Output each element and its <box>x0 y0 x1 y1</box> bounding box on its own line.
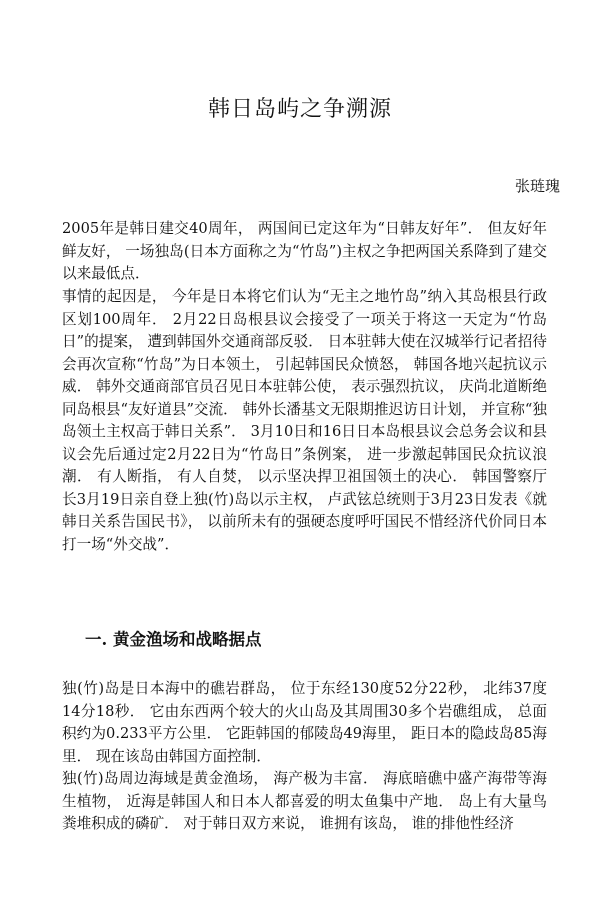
intro-paragraph-1: 2005年是韩日建交40周年， 两国间已定这年为“日韩友好年”． 但友好年鲜友好， 一场独岛(日本方面称之为“竹岛”)主权之争把两国关系降到了建交以来最低点． <box>62 220 547 282</box>
intro-paragraph-2: 事情的起因是， 今年是日本将它们认为“无主之地竹岛”纳入其岛根县行政区划100周年． 2月22日岛根县议会接受了一项关于将这一天定为“竹岛日”的提案， 遭到韩国外交通商部反驳． 日本驻韩大使在汉城举行记者招待会再次宣称“竹岛”为日本领土， 引起韩国民众愤怒， 韩国各地兴起抗议示威． 韩外交通商部官员召见日本驻韩公使， 表示强烈抗议， 庆尚北道断绝同岛根县“友好道县”交流． 韩外长潘基文无限期推迟访日计划， 并宣称“独岛领土主权高于韩日关系”． 3月10日和16日日本岛根县议会总务会议和县议会先后通过定2月22日为“竹岛日”条例案， 进一步激起韩国民众抗议浪潮． 有人断指， 有人自焚， 以示坚决捍卫祖国领土的决心． 韩国警察厅长3月19日亲自登上独(竹)岛以示主权， 卢武铉总统则于3月23日发表《就韩日关系告国民书》， 以前所未有的强硬态度呼吁国民不惜经济代价同日本打一场“外交战”． <box>62 288 547 553</box>
section-1-paragraph-2: 独(竹)岛周边海域是黄金渔场， 海产极为丰富． 海底暗礁中盛产海带等海生植物， 近海是韩国人和日本人都喜爱的明太鱼集中产地． 岛上有大量鸟粪堆积成的磷矿． 对于韩日双方来说， 谁拥有该岛， 谁的排他性经济 <box>62 770 547 832</box>
section-1-paragraph-1: 独(竹)岛是日本海中的礁岩群岛， 位于东经130度52分22秒， 北纬37度14分18秒． 它由东西两个较大的火山岛及其周围30多个岩礁组成， 总面积约为0.233平方公里． 它距韩国的郁陵岛49海里， 距日本的隐歧岛85海里． 现在该岛由韩国方面控制． <box>62 680 547 765</box>
document-title: 韩日岛屿之争溯源 <box>207 97 392 122</box>
section-heading: 一. 黄金渔场和战略据点 <box>85 630 262 649</box>
author-name: 张琏瑰 <box>514 177 560 195</box>
